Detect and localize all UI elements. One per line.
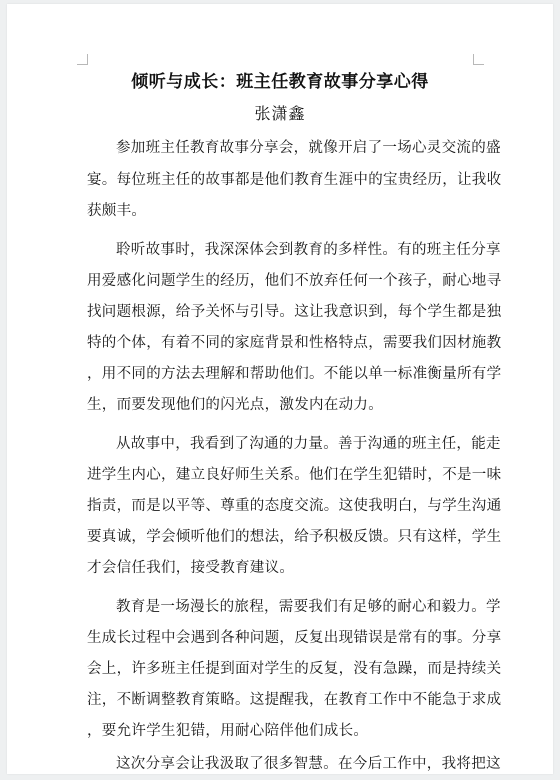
body-line: 会上，许多班主任提到面对学生的反复，没有急躁，而是持续关	[87, 661, 502, 677]
document-title: 倾听与成长：班主任教育故事分享心得	[131, 72, 429, 92]
body-line: 要真诚，学会倾听他们的想法，给予积极反馈。只有这样，学生	[87, 529, 502, 545]
body-line: 生成长过程中会遇到各种问题，反复出现错误是常有的事。分享	[87, 630, 502, 646]
body-line: 指责，而是以平等、尊重的态度交流。这使我明白，与学生沟通	[87, 498, 502, 514]
body-line: 才会信任我们，接受教育建议。	[87, 560, 295, 576]
body-line: 教育是一场漫长的旅程，需要我们有足够的耐心和毅力。学	[116, 599, 501, 615]
body-line: 从故事中，我看到了沟通的力量。善于沟通的班主任，能走	[116, 436, 501, 452]
body-line: 生，而要发现他们的闪光点，激发内在动力。	[87, 397, 383, 413]
document-page	[7, 4, 553, 774]
body-line: 参加班主任教育故事分享会，就像开启了一场心灵交流的盛	[116, 140, 501, 156]
body-line: 宴。每位班主任的故事都是他们教育生涯中的宝贵经历，让我收	[87, 172, 502, 188]
crop-mark-top-right	[473, 54, 484, 65]
body-line: 用爱感化问题学生的经历，他们不放弃任何一个孩子，耐心地寻	[87, 273, 502, 289]
body-line: 这次分享会让我汲取了很多智慧。在今后工作中，我将把这	[116, 756, 501, 772]
body-line: 获颇丰。	[87, 203, 147, 219]
body-line: 聆听故事时，我深深体会到教育的多样性。有的班主任分享	[116, 242, 501, 258]
body-line: 进学生内心，建立良好师生关系。他们在学生犯错时，不是一味	[87, 467, 502, 483]
body-line: ，用不同的方法去理解和帮助他们。不能以单一标准衡量所有学	[87, 366, 502, 382]
author-name: 张潇鑫	[254, 104, 306, 123]
body-line: 特的个体，有着不同的家庭背景和性格特点，需要我们因材施教	[87, 335, 502, 351]
body-line: ，要允许学生犯错，用耐心陪伴他们成长。	[87, 723, 369, 739]
body-line: 找问题根源，给予关怀与引导。这让我意识到，每个学生都是独	[87, 304, 502, 320]
body-line: 注，不断调整教育策略。这提醒我，在教育工作中不能急于求成	[87, 692, 502, 708]
crop-mark-top-left	[77, 54, 88, 65]
